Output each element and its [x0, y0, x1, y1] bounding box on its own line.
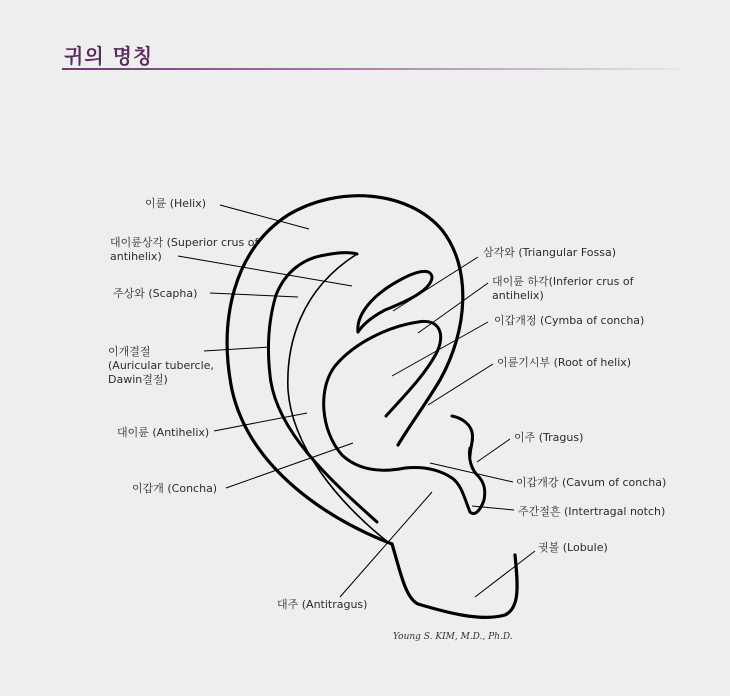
leader-scapha — [210, 293, 298, 297]
antihelix-outline — [268, 253, 377, 522]
label-antitragus: 대주 (Antitragus) — [277, 598, 368, 611]
label-intertragal: 주간절흔 (Intertragal notch) — [518, 505, 666, 518]
label-concha: 이갑개 (Concha) — [132, 482, 218, 495]
label-lobule: 귓볼 (Lobule) — [538, 541, 608, 554]
tragus-outline — [452, 416, 473, 456]
leader-antihelix — [214, 413, 307, 431]
label-superior-crus-line1: 대이륜상각 (Superior crus of — [110, 236, 259, 249]
leader-antitragus — [340, 492, 432, 597]
leader-tragus — [477, 439, 510, 462]
label-inferior-crus-line2: antihelix) — [492, 289, 544, 302]
leader-helix — [220, 205, 309, 229]
label-auricular-line2: (Auricular tubercle, — [108, 359, 214, 372]
author-credit: Young S. KIM, M.D., Ph.D. — [393, 632, 513, 642]
leader-triangular-fossa — [393, 257, 478, 311]
label-scapha: 주상와 (Scapha) — [113, 287, 198, 300]
leader-superior-crus — [178, 256, 352, 286]
label-triangular-fossa: 삼각와 (Triangular Fossa) — [483, 246, 616, 259]
label-superior-crus-line2: antihelix) — [110, 250, 162, 263]
leader-lobule — [475, 551, 535, 597]
label-cavum: 이갑개강 (Cavum of concha) — [516, 476, 667, 489]
label-cymba: 이갑개정 (Cymba of concha) — [494, 314, 645, 327]
label-auricular-line1: 이개결절 — [108, 345, 151, 358]
lobule-outline — [392, 544, 517, 617]
leader-auricular — [204, 347, 270, 351]
label-inferior-crus-line1: 대이륜 하각(Inferior crus of — [492, 275, 634, 288]
label-tragus: 이주 (Tragus) — [514, 431, 584, 444]
label-helix: 이륜 (Helix) — [145, 197, 206, 210]
label-root-helix: 이륜기시부 (Root of helix) — [497, 356, 632, 369]
page-title: 귀의 명칭 — [64, 44, 154, 68]
leader-inferior-crus — [418, 283, 488, 333]
label-antihelix: 대이륜 (Antihelix) — [117, 426, 210, 439]
label-auricular-line3: Dawin결절) — [108, 373, 168, 386]
